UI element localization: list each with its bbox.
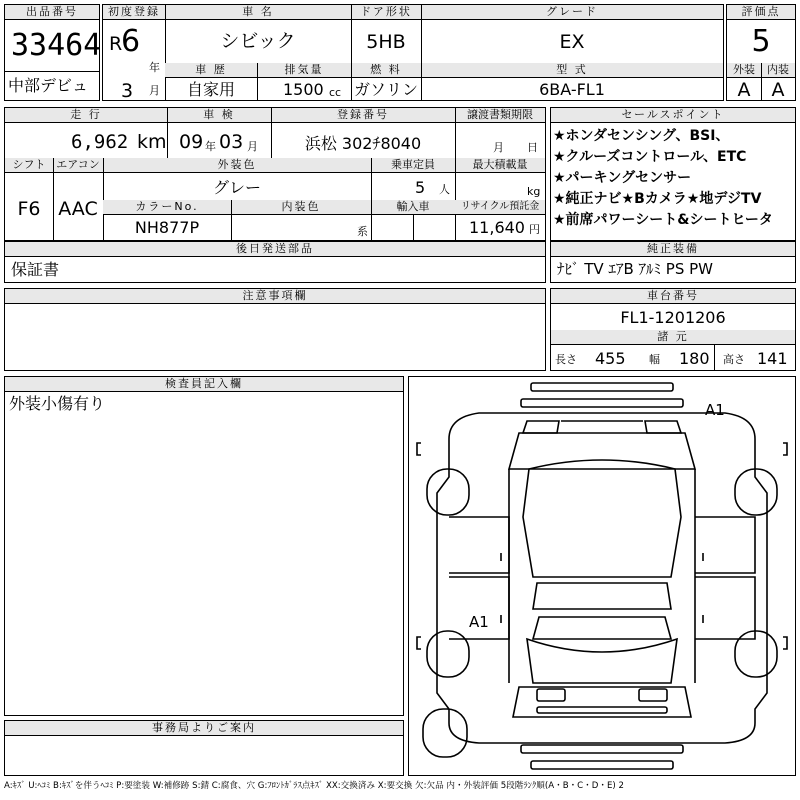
plate-label: 登録番号 <box>271 108 455 123</box>
recycle-value: 11,640 <box>469 218 525 237</box>
mileage-label: 走 行 <box>5 108 167 123</box>
office-box <box>4 720 404 776</box>
model-value: 6BA-FL1 <box>539 80 605 99</box>
year-unit: 年 <box>149 61 160 74</box>
displacement-label: 排気量 <box>257 63 351 78</box>
model-label: 型 式 <box>421 63 723 78</box>
transfer-label: 譲渡書類期限 <box>455 108 545 123</box>
inspection-month: 03 <box>219 131 244 153</box>
transfer-day-unit: 日 <box>527 141 538 154</box>
sales-point-item: ★純正ナビ★Bカメラ★地デジTV <box>553 191 762 207</box>
equipment-value: ﾅﾋﾞ TV ｴｱB ｱﾙﾐ PS PW <box>557 260 713 278</box>
first-reg-month: 3 <box>121 80 134 102</box>
inspector-label: 検査員記入欄 <box>5 377 403 392</box>
car-diagram <box>409 377 795 775</box>
grade-label: グレード <box>421 5 723 20</box>
sales-points-box <box>550 107 796 241</box>
height-value: 141 <box>757 349 788 368</box>
width-value: 180 <box>679 349 710 368</box>
later-parts-box <box>4 241 546 283</box>
sales-points-label: セールスポイント <box>551 108 795 123</box>
interior-label: 内装 <box>761 63 795 78</box>
inspection-month-unit: 月 <box>247 140 258 153</box>
inspection-year: 09 <box>179 131 204 153</box>
door-label: ドア形状 <box>351 5 421 20</box>
history-label: 車 歴 <box>165 63 257 78</box>
office-label: 事務局よりご案内 <box>5 721 403 736</box>
exterior-value: A <box>737 79 751 101</box>
transfer-month-unit: 月 <box>493 141 504 154</box>
chassis-value: FL1-1201206 <box>620 308 726 327</box>
length-label: 長さ <box>555 353 577 366</box>
height-label: 高さ <box>723 353 745 366</box>
shift-label: シフト <box>5 158 53 173</box>
color-no-label: カラーNo. <box>103 200 231 215</box>
car-diagram-box <box>408 376 796 776</box>
int-color-label: 内装色 <box>231 200 371 215</box>
interior-value: A <box>771 79 785 101</box>
inspection-year-unit: 年 <box>205 140 216 153</box>
first-reg-label: 初度登録 <box>103 5 165 20</box>
load-label: 最大積載量 <box>455 158 545 173</box>
length-value: 455 <box>595 349 626 368</box>
inspector-box <box>4 376 404 716</box>
vehicle-detail-box <box>4 107 546 241</box>
capacity-unit: 人 <box>439 183 450 196</box>
damage-mark-side: A1 <box>469 613 489 631</box>
score-value: 5 <box>751 24 771 59</box>
import-label: 輸入車 <box>371 200 455 215</box>
car-name-label: 車 名 <box>165 5 351 20</box>
dims-label: 諸 元 <box>551 330 795 345</box>
score-box <box>726 4 796 101</box>
era: R <box>109 33 123 55</box>
month-unit: 月 <box>149 84 160 97</box>
int-color-unit: 系 <box>357 225 368 238</box>
first-reg-year: 6 <box>121 24 141 59</box>
history-value: 自家用 <box>186 80 235 99</box>
lot-box <box>4 4 100 101</box>
main-info-box <box>102 4 724 101</box>
ac-label: エアコン <box>53 158 103 173</box>
plate-value: 浜松 302ﾁ8040 <box>304 134 422 153</box>
legend-text: A:ｷｽﾞ U:ﾍｺﾐ B:ｷｽﾞを伴うﾍｺﾐ P:要塗装 W:補修跡 S:錆 C:腐食、穴 G:ﾌﾛﾝﾄｶﾞﾗｽ点ｷｽﾞ XX:交換済み X:要交換 欠:欠品 内・外装評価 5段階ﾗﾝｸ順(A・B・C・D・E) 2 <box>4 781 624 791</box>
capacity-value: 5 <box>415 178 426 197</box>
damage-mark-top: A1 <box>705 401 725 419</box>
notes-box <box>4 288 546 371</box>
shift-value: F6 <box>17 198 41 220</box>
car-name: シビック <box>220 30 296 52</box>
fuel-label: 燃 料 <box>351 63 421 78</box>
lot-number: 33464 <box>11 28 102 63</box>
later-parts-value: 保証書 <box>11 260 60 279</box>
notes-label: 注意事項欄 <box>5 289 545 304</box>
sales-point-item: ★クルーズコントロール、ETC <box>553 149 747 165</box>
load-unit: kg <box>527 185 541 198</box>
width-label: 幅 <box>649 353 660 366</box>
sales-point-item: ★ホンダセンシング、BSI、 <box>553 128 730 144</box>
color-no-value: NH877P <box>134 218 200 237</box>
sales-point-item: ★パーキングセンサー <box>553 170 692 186</box>
equipment-box <box>550 241 796 283</box>
fuel-value: ガソリン <box>353 80 418 99</box>
sales-points-list <box>553 126 773 231</box>
mileage-unit: km <box>137 131 167 153</box>
grade-value: EX <box>559 31 585 53</box>
color-label: 外装色 <box>103 158 371 173</box>
chassis-box <box>550 288 796 371</box>
capacity-label: 乗車定員 <box>371 158 455 173</box>
ac-value: AAC <box>58 198 98 220</box>
sales-point-item: ★前席パワーシート&シートヒータ <box>553 212 773 228</box>
recycle-label: リサイクル預託金 <box>455 200 545 215</box>
door-value: 5HB <box>366 31 406 53</box>
displacement-value: 1500 <box>283 80 324 99</box>
exterior-label: 外装 <box>727 63 761 78</box>
inspector-value: 外装小傷有り <box>9 394 106 413</box>
lot-venue: 中部デビュ <box>8 76 89 95</box>
equipment-label: 純正装備 <box>551 242 795 257</box>
color-value: グレー <box>212 178 261 197</box>
chassis-label: 車台番号 <box>551 289 795 304</box>
recycle-unit: 円 <box>529 223 540 236</box>
score-label: 評価点 <box>727 5 795 20</box>
inspection-label: 車 検 <box>167 108 271 123</box>
lot-label: 出品番号 <box>5 5 99 20</box>
later-parts-label: 後日発送部品 <box>5 242 545 257</box>
displacement-unit: cc <box>329 86 342 99</box>
mileage-value: 6,962 <box>71 131 129 153</box>
